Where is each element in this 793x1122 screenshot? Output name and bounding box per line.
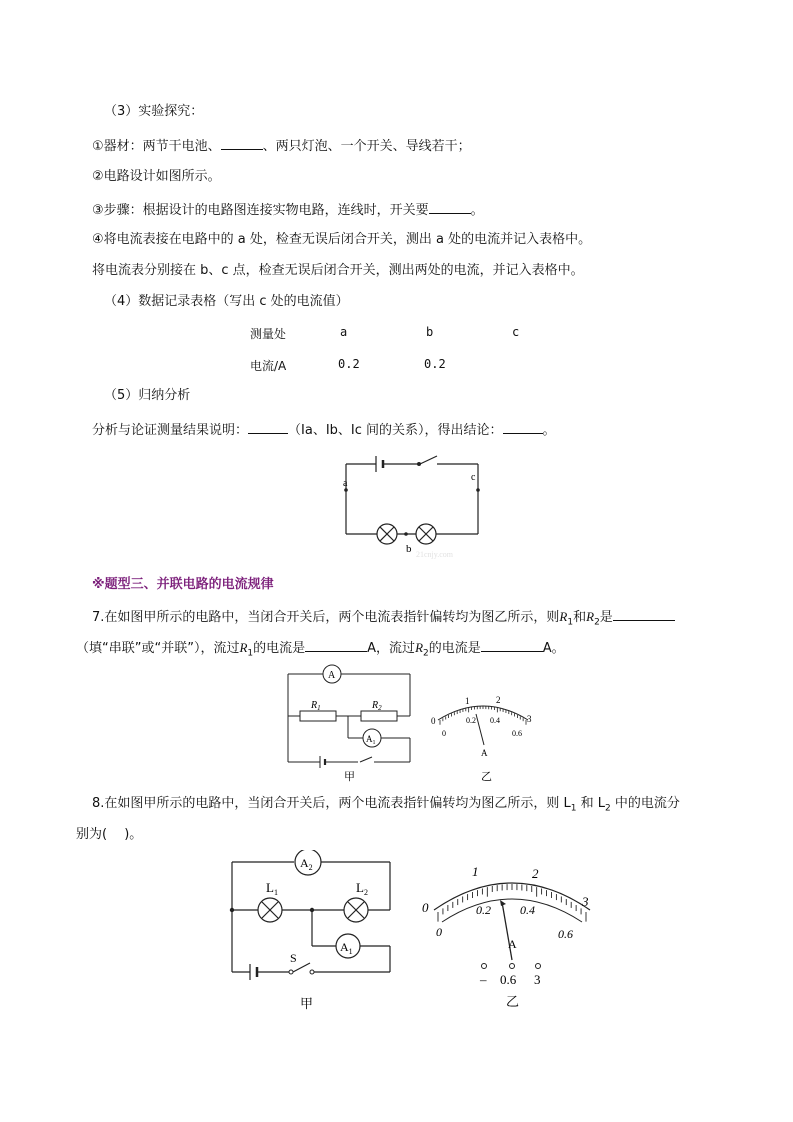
L2-label: $L_2$ [356,880,368,897]
table-cell: 0.2 [424,357,446,371]
R1-label: $R_1$ [311,700,321,712]
pointer-label: A [508,937,517,951]
A1-label: $A_1$ [340,940,353,956]
R2-label: $R_2$ [372,700,382,712]
scale-top-0: 0 [431,716,436,726]
q7-text5: 的电流是 [428,641,481,656]
junction-mid [310,908,314,912]
label-b: b [406,543,412,555]
scale-top-2: 2 [532,866,539,881]
ammeter-A1-label: $A_1$ [366,734,376,746]
L1-label: $L_1$ [266,880,278,897]
switch-contact [289,970,293,974]
q7-is: 是 [599,610,613,625]
terminal-label-06: 0.6 [500,972,517,987]
item3-text-post: 。 [470,203,484,218]
terminal-06 [510,964,515,969]
scale-top-3: 3 [527,714,532,724]
fig-label-jia: 甲 [344,771,355,783]
ammeter-A-label: A [328,670,336,681]
table-cell: 测量处 [250,327,287,341]
answer-blank[interactable] [429,200,471,214]
q8-line1 [92,795,680,818]
q7-line1 [92,607,675,632]
q8-text: 8.在如图甲所示的电路中，当闭合开关后，两个电流表指针偏转均为图乙所示，则 L [92,796,571,811]
section3-item3 [92,200,484,220]
label-a: a [343,478,348,489]
q7-text: 7.在如图甲所示的电路中，当闭合开关后，两个电流表指针偏转均为图乙所示，则 [92,610,560,625]
section3-item2: ②电路设计如图所示。 [92,169,221,184]
answer-blank[interactable] [481,638,543,652]
pointer-label: A [481,748,488,758]
series-circuit-diagram [330,450,500,560]
r2-subscript: 2 [423,648,429,659]
l1-subscript: 1 [570,803,577,814]
q8-text-post: 中的电流分 [610,796,680,811]
switch-contact [310,970,314,974]
section4-heading: （4）数据记录表格（写出 c 处的电流值） [104,294,349,309]
r2-symbol: R [415,640,424,655]
terminal-label-3: 3 [534,972,541,987]
A2-label: $A_2$ [300,856,313,872]
section-title: ※题型三、并联电路的电流规律 [92,577,274,592]
scale-top-3: 3 [582,894,589,909]
answer-blank[interactable] [503,420,543,434]
q7-text4: A，流过 [367,641,416,656]
q8-and: 和 L [576,796,606,811]
node-b [404,532,408,536]
fig-label-yi: 乙 [481,771,492,783]
section5-text-mid: （Ia、Ib、Ic 间的关系），得出结论： [288,423,503,438]
fig-label-jia: 甲 [300,996,314,1011]
scale-bottom-1: 0.2 [476,903,491,917]
section5-text-post: 。 [542,423,556,438]
table-cell: b [426,325,434,339]
q7-text2: （填“串联”或“并联”），流过 [76,641,240,656]
q7-and: 和 [573,610,587,625]
item3-text: ③步骤：根据设计的电路图连接实物电路，连线时，开关要 [92,203,429,218]
section3-item1 [92,136,471,156]
answer-blank[interactable] [613,607,675,621]
q8-line2: 别为( )。 [76,827,143,842]
q7-text6: A。 [542,641,565,656]
terminal-3 [536,964,541,969]
meter-pointer [476,714,484,745]
scale-bottom-3: 0.6 [558,927,573,941]
q8-circuit-diagram [224,850,400,1015]
scale-bottom-2: 0.4 [520,903,535,917]
r1-symbol: R [559,609,568,624]
scale-bottom-1: 0.2 [466,716,476,725]
r1-subscript: 1 [247,648,254,659]
q8-ammeter-dial [414,858,610,1018]
table-cell: 电流/A [250,359,287,373]
dial-arc-inner [442,899,582,922]
q7-text3: 的电流是 [253,641,306,656]
meter-pointer [502,902,512,960]
l2-subscript: 2 [605,803,611,814]
table-cell: 0.2 [338,357,360,371]
r1-symbol: R [239,640,248,655]
section5-line [92,420,556,440]
answer-blank[interactable] [221,136,263,150]
section3-item5: 将电流表分别接在 b、c 点，检查无误后闭合开关，测出两处的电流，并记入表格中。 [92,263,584,278]
scale-bottom-3: 0.6 [512,729,522,738]
r2-subscript: 2 [594,617,600,628]
node-c [476,488,480,492]
pointer-tip [500,900,506,906]
fig-label-yi: 乙 [506,994,520,1009]
section5-text: 分析与论证测量结果说明： [92,423,249,438]
scale-top-2: 2 [496,695,501,705]
label-c: c [471,472,476,483]
scale-top-0: 0 [422,900,429,915]
terminal-label-negative: – [480,972,487,987]
q7-line2 [76,638,565,663]
table-cell: a [340,325,348,339]
table-cell: c [512,325,520,339]
scale-bottom-0: 0 [442,729,446,738]
r2-symbol: R [586,609,595,624]
scale-bottom-0: 0 [436,925,442,939]
terminal-negative [482,964,487,969]
section3-item4: ④将电流表接在电路中的 a 处，检查无误后闭合开关，测出 a 处的电流并记入表格中。 [92,232,592,247]
item1-text: ①器材：两节干电池、 [92,139,221,154]
r1-subscript: 1 [567,617,574,628]
q7-circuit-diagram [280,662,420,784]
answer-blank[interactable] [305,638,367,652]
section3-heading: （3）实验探究： [104,104,204,119]
answer-blank[interactable] [248,420,288,434]
scale-top-1: 1 [465,696,470,706]
junction-left [230,908,234,912]
q7-ammeter-dial [428,690,538,784]
watermark: 21cnjy.com [416,550,454,559]
scale-top-1: 1 [472,864,479,879]
scale-bottom-2: 0.4 [490,716,500,725]
switch-pivot [417,462,421,466]
section5-heading: （5）归纳分析 [104,388,191,403]
switch-label: S [290,951,297,965]
item1-text-post: 、两只灯泡、一个开关、导线若干； [262,139,471,154]
